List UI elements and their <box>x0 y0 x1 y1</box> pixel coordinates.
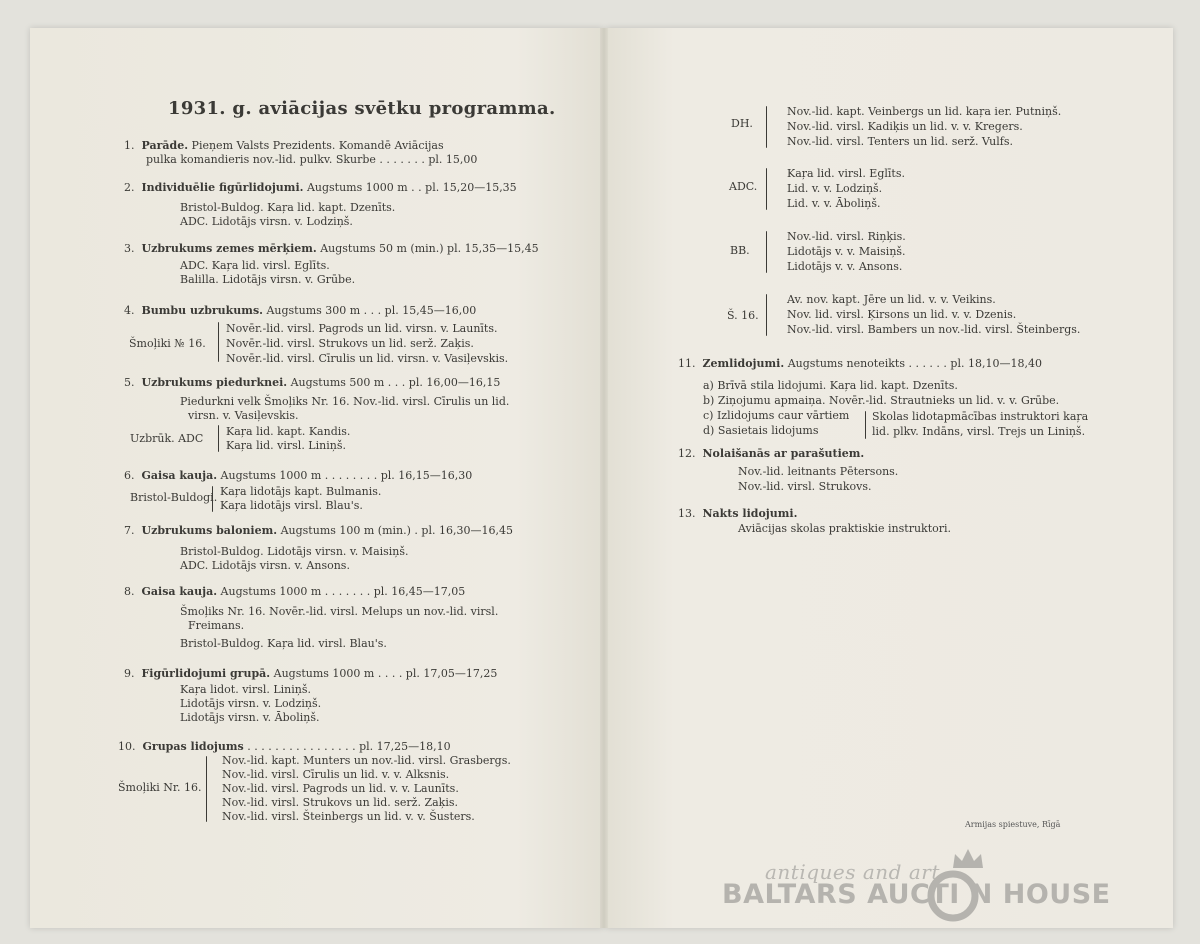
auction-circle-icon <box>925 868 981 924</box>
item-10-header: 10. Grupas lidojums . . . . . . . . . . . . . . . . pl. 17,25—18,10 <box>118 740 451 753</box>
item-4-line: Novēr.-lid. virsl. Strukovs un lid. serž. Zaķis. <box>226 337 474 350</box>
item-11-line-b: b) Ziņojumu apmaiņa. Novēr.-lid. Strautnieks un lid. v. v. Grūbe. <box>703 394 1060 407</box>
item-10-line: Nov.-lid. virsl. Pagrods un lid. v. v. Launīts. <box>222 782 459 795</box>
group-s16-label: Š. 16. <box>727 309 759 322</box>
item-9-header: 9. Figūrlidojumi grupā. Augstums 1000 m . . . . pl. 17,05—17,25 <box>124 667 498 680</box>
item-10-line: Nov.-lid. virsl. Strukovs un lid. serž. Zaķis. <box>222 796 458 809</box>
item-2-header: 2. Individuēlie figūrlidojumi. Augstums 1000 m . . pl. 15,20—15,35 <box>124 181 517 194</box>
item-12-header: 12. Nolaišanās ar parašutiem. <box>678 447 865 460</box>
item-8-header: 8. Gaisa kauja. Augstums 1000 m . . . . . . . pl. 16,45—17,05 <box>124 585 466 598</box>
item-5-line: Kaŗa lid. virsl. Liniņš. <box>226 439 346 452</box>
item-4-line: Novēr.-lid. virsl. Pagrods un lid. virsn. v. Launīts. <box>226 322 498 335</box>
item-5-header: 5. Uzbrukums piedurknei. Augstums 500 m . . . pl. 16,00—16,15 <box>124 376 501 389</box>
item-8-line: Freimans. <box>188 619 245 632</box>
item-11-line-cd: Skolas lidotapmācības instruktori kaŗa <box>872 410 1089 423</box>
item-10-line: Nov.-lid. virsl. Cīrulis un lid. v. v. Alksnis. <box>222 768 450 781</box>
group-bb-label: BB. <box>730 244 750 257</box>
item-6-brace <box>212 486 213 512</box>
item-11-line-cd: lid. plkv. Indāns, virsl. Trejs un Liniņš. <box>872 425 1086 438</box>
item-5-line: virsn. v. Vasiļevskis. <box>188 409 299 422</box>
item-7-header: 7. Uzbrukums baloniem. Augstums 100 m (min.) . pl. 16,30—16,45 <box>124 524 513 537</box>
item-13-line: Aviācijas skolas praktiskie instruktori. <box>738 522 952 535</box>
item-4-header: 4. Bumbu uzbrukums. Augstums 300 m . . . pl. 15,45—16,00 <box>124 304 477 317</box>
group-dh-line: Nov.-lid. virsl. Kadiķis un lid. v. v. Kregers. <box>787 120 1023 133</box>
item-5-line: Piedurkni velk Šmoļiks Nr. 16. Nov.-lid. virsl. Cīrulis un lid. <box>180 395 510 408</box>
item-6-header: 6. Gaisa kauja. Augstums 1000 m . . . . . . . . pl. 16,15—16,30 <box>124 469 473 482</box>
item-3-line: ADC. Kaŗa lid. virsl. Eglīts. <box>180 259 330 272</box>
item-13-header: 13. Nakts lidojumi. <box>678 507 798 520</box>
program-title: 1931. g. aviācijas svētku programma. <box>168 98 556 119</box>
group-adc-line: Lid. v. v. Āboliņš. <box>787 197 881 210</box>
item-9-line: Lidotājs virsn. v. Āboliņš. <box>180 711 320 724</box>
item-11-header: 11. Zemlidojumi. Augstums nenoteikts . . . . . . pl. 18,10—18,40 <box>678 357 1042 370</box>
printer-imprint: Armijas spiestuve, Rīgā <box>965 820 1061 829</box>
item-7-line: Bristol-Buldog. Lidotājs virsn. v. Maisiņš. <box>180 545 409 558</box>
group-s16-line: Av. nov. kapt. Jēre un lid. v. v. Veikins. <box>787 293 996 306</box>
group-dh-label: DH. <box>731 117 753 130</box>
item-9-line: Lidotājs virsn. v. Lodziņš. <box>180 697 322 710</box>
item-11-line-d: d) Sasietais lidojums <box>703 424 819 437</box>
item-2-line: ADC. Lidotājs virsn. v. Lodziņš. <box>180 215 353 228</box>
item-6-group-label: Bristol-Buldogi. <box>130 491 218 504</box>
item-3-header: 3. Uzbrukums zemes mērķiem. Augstums 50 m (min.) pl. 15,35—15,45 <box>124 242 539 255</box>
item-6-line: Kaŗa lidotājs virsl. Blau's. <box>220 499 363 512</box>
item-11-line-a: a) Brīvā stila lidojumi. Kaŗa lid. kapt. Dzenīts. <box>703 379 958 392</box>
item-10-brace <box>206 756 207 822</box>
item-11-brace <box>865 411 866 439</box>
item-12-line: Nov.-lid. virsl. Strukovs. <box>738 480 872 493</box>
group-bb-line: Nov.-lid. virsl. Riņķis. <box>787 230 906 243</box>
group-s16-line: Nov.-lid. virsl. Bambers un nov.-lid. virsl. Šteinbergs. <box>787 323 1081 336</box>
item-6-line: Kaŗa lidotājs kapt. Bulmanis. <box>220 485 382 498</box>
group-adc-brace <box>766 168 767 210</box>
item-9-line: Kaŗa lidot. virsl. Liniņš. <box>180 683 312 696</box>
group-bb-line: Lidotājs v. v. Ansons. <box>787 260 903 273</box>
group-adc-line: Kaŗa lid. virsl. Eglīts. <box>787 167 905 180</box>
item-5-group-label: Uzbrūk. ADC <box>130 432 204 445</box>
item-7-line: ADC. Lidotājs virsn. v. Ansons. <box>180 559 350 572</box>
page-fold <box>600 28 608 928</box>
item-12-line: Nov.-lid. leitnants Pētersons. <box>738 465 899 478</box>
item-5-brace <box>218 425 219 452</box>
item-1-line: pulka komandieris nov.-lid. pulkv. Skurbe . . . . . . . pl. 15,00 <box>146 153 478 166</box>
group-bb-brace <box>766 231 767 273</box>
group-adc-line: Lid. v. v. Lodziņš. <box>787 182 883 195</box>
item-2-line: Bristol-Buldog. Kaŗa lid. kapt. Dzenīts. <box>180 201 396 214</box>
item-4-group-label: Šmoļiki № 16. <box>129 337 206 350</box>
group-adc-label: ADC. <box>729 180 758 193</box>
item-3-line: Balilla. Lidotājs virsn. v. Grūbe. <box>180 273 356 286</box>
group-dh-line: Nov.-lid. virsl. Tenters un lid. serž. Vulfs. <box>787 135 1013 148</box>
item-10-group-label: Šmoļiki Nr. 16. <box>118 781 202 794</box>
item-4-line: Novēr.-lid. virsl. Cīrulis un lid. virsn. v. Vasiļevskis. <box>226 352 509 365</box>
item-11-line-c: c) Izlidojums caur vārtiem <box>703 409 850 422</box>
item-5-line: Kaŗa lid. kapt. Kandis. <box>226 425 351 438</box>
item-10-line: Nov.-lid. kapt. Munters un nov.-lid. virsl. Grasbergs. <box>222 754 511 767</box>
group-dh-brace <box>766 106 767 148</box>
watermark-name: BALTARS AUCTI N HOUSE <box>722 879 1111 910</box>
group-bb-line: Lidotājs v. v. Maisiņš. <box>787 245 906 258</box>
group-s16-brace <box>766 294 767 336</box>
group-s16-line: Nov. lid. virsl. Ķirsons un lid. v. v. Dzenis. <box>787 308 1017 321</box>
item-8-line: Bristol-Buldog. Kaŗa lid. virsl. Blau's. <box>180 637 387 650</box>
item-8-line: Šmoļiks Nr. 16. Novēr.-lid. virsl. Melups un nov.-lid. virsl. <box>180 605 499 618</box>
group-dh-line: Nov.-lid. kapt. Veinbergs un lid. kaŗa ier. Putniņš. <box>787 105 1062 118</box>
item-10-line: Nov.-lid. virsl. Šteinbergs un lid. v. v. Šusters. <box>222 810 475 823</box>
item-1-header: 1. Parāde. Pieņem Valsts Prezidents. Komandē Aviācijas <box>124 139 444 152</box>
watermark-tagline: antiques and art <box>765 860 940 884</box>
item-4-brace <box>218 322 219 362</box>
